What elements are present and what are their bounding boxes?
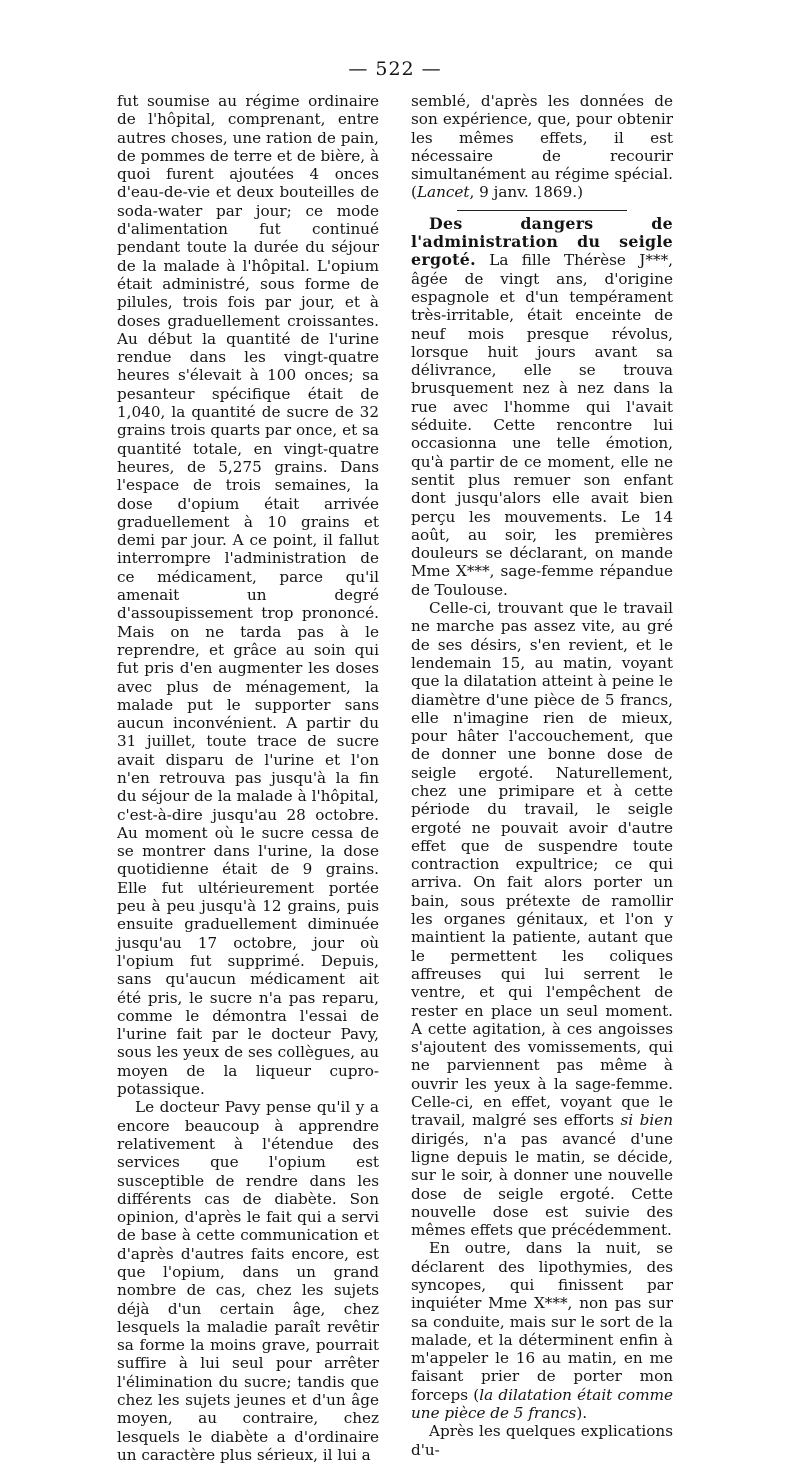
right-paragraph-5: Après les quelques explications d'u- xyxy=(411,1422,673,1459)
emphasis-si-bien: si bien xyxy=(620,1111,674,1130)
left-column xyxy=(117,92,379,1464)
right-paragraph-3-a: Celle-ci, trouvant que le travail ne marche pas assez vite, au gré de ses désirs, s'en revient, et le lendemain 15, au matin, voyant que la dilatation atteint à peine le diamètre d'une pièce de 5 francs, elle n'imagine rien de mieux, pour hâter l'accouchement, que de donner une bonne dose de seigle ergoté. Naturellement, chez une primipare et à cette période du travail, le seigle ergoté ne pouvait avoir d'autre effet que de suspendre toute contraction expultrice; ce qui arriva. On fait alors porter un bain, sous prétexte de ramollir les organes génitaux, et l'on y maintient la patiente, autant que le permettent les coliques affreuses qui lui serrent le ventre, et qui l'empêchent de rester en place un seul moment. A cette agitation, à ces angoisses s'ajoutent des vomissements, qui ne parviennent pas même à ouvrir les yeux à la sage-femme. Celle-ci, en effet, voyant que le travail, malgré ses efforts xyxy=(411,599,673,1130)
section-divider xyxy=(457,210,627,211)
right-paragraph-3-b: dirigés, n'a pas avancé d'une ligne depuis le matin, se décide, sur le soir, à donner une nouvelle dose de seigle ergoté. Cette nouvelle dose est suivie des mêmes effets que précédemment. xyxy=(411,1129,673,1240)
section-title: Des dangers de l'administration du seigle ergoté. xyxy=(411,213,673,270)
right-paragraph-3 xyxy=(411,599,673,1239)
right-paragraph-1-text: semblé, d'après les données de son expérience, que, pour obtenir les mêmes effets, il est nécessaire de recourir simultanément au régime spécial. ( xyxy=(411,92,673,202)
page-number: — 522 — xyxy=(348,58,442,80)
right-paragraph-1-end: , 9 janv. 1869.) xyxy=(469,183,583,202)
emphasis-dilatation: la dilatation était comme une pièce de 5 francs xyxy=(411,1385,673,1423)
right-column xyxy=(411,92,673,1459)
right-paragraph-4-b: ). xyxy=(576,1404,588,1423)
right-paragraph-1 xyxy=(411,92,673,202)
right-paragraph-4-a: En outre, dans la nuit, se déclarent des lipothymies, des syncopes, qui finissent par inquiéter Mme X***, non pas sur sa conduite, mais sur le sort de la malade, et la déterminent enfin à m'appeler le 16 au matin, en me faisant prier de porter mon forceps ( xyxy=(411,1239,673,1404)
right-paragraph-4 xyxy=(411,1239,673,1422)
left-paragraph-1: fut soumise au régime ordinaire de l'hôpital, comprenant, entre autres choses, une ration de pain, de pommes de terre et de bière, à quoi furent ajoutées 4 onces d'eau-de-vie et deux bouteilles de soda-water par jour; ce mode d'alimentation fut continué pendant toute la durée du séjour de la malade à l'hôpital. L'opium était administré, sous forme de pilules, trois fois par jour, et à doses graduellement croissantes. Au début la quantité de l'urine rendue dans les vingt-quatre heures s'élevait à 100 onces; sa pesanteur spécifique était de 1,040, la quantité de sucre de 32 grains trois quarts par once, et sa quantité totale, en vingt-quatre heures, de 5,275 grains. Dans l'espace de trois semaines, la dose d'opium était arrivée graduellement à 10 grains et demi par jour. A ce point, il fallut interrompre l'administration de ce médicament, parce qu'il amenait un degré d'assoupissement trop prononcé. Mais on ne tarda pas à le reprendre, et grâce au soin qui fut pris d'en augmenter les doses avec plus de ménagement, la malade put le supporter sans aucun inconvénient. A partir du 31 juillet, toute trace de sucre avait disparu de l'urine et l'on n'en retrouva pas jusqu'à la fin du séjour de la malade à l'hôpital, c'est-à-dire jusqu'au 28 octobre. Au moment où le sucre cessa de se montrer dans l'urine, la dose quotidienne était de 9 grains. Elle fut ultérieurement portée peu à peu jusqu'à 12 grains, puis ensuite graduellement diminuée jusqu'au 17 octobre, jour où l'opium fut supprimé. Depuis, sans qu'aucun médicament ait été pris, le sucre n'a pas reparu, comme le démontra l'essai de l'urine fait par le docteur Pavy, sous les yeux de ses collègues, au moyen de la liqueur cupro-potassique. xyxy=(117,92,379,1099)
source-citation: Lancet xyxy=(416,183,470,202)
section-paragraph xyxy=(411,215,673,599)
left-paragraph-2: Le docteur Pavy pense qu'il y a encore beaucoup à apprendre relativement à l'étendue des services que l'opium est susceptible de rendre dans les différents cas de diabète. Son opinion, d'après le fait qui a servi de base à cette communication et d'après d'autres faits encore, est que l'opium, dans un grand nombre de cas, chez les sujets déjà d'un certain âge, chez lesquels la maladie paraît revêtir sa forme la moins grave, pourrait suffire à lui seul pour arrêter l'élimination du sucre; tandis que chez les sujets jeunes et d'un âge moyen, au contraire, chez lesquels le diabète a d'ordinaire un caractère plus sérieux, il lui a xyxy=(117,1098,379,1464)
section-paragraph-text: La fille Thérèse J***, âgée de vingt ans, d'origine espagnole et d'un tempérament très-irritable, était enceinte de neuf mois presque révolus, lorsque huit jours avant sa délivrance, elle se trouva brusquement nez à nez dans la rue avec l'homme qui l'avait séduite. Cette rencontre lui occasionna une telle émotion, qu'à partir de ce moment, elle ne sentit plus remuer son enfant dont jusqu'alors elle avait bien perçu les mouvements. Le 14 août, au soir, les premières douleurs se déclarant, on mande Mme X***, sage-femme répandue de Toulouse. xyxy=(411,251,673,599)
